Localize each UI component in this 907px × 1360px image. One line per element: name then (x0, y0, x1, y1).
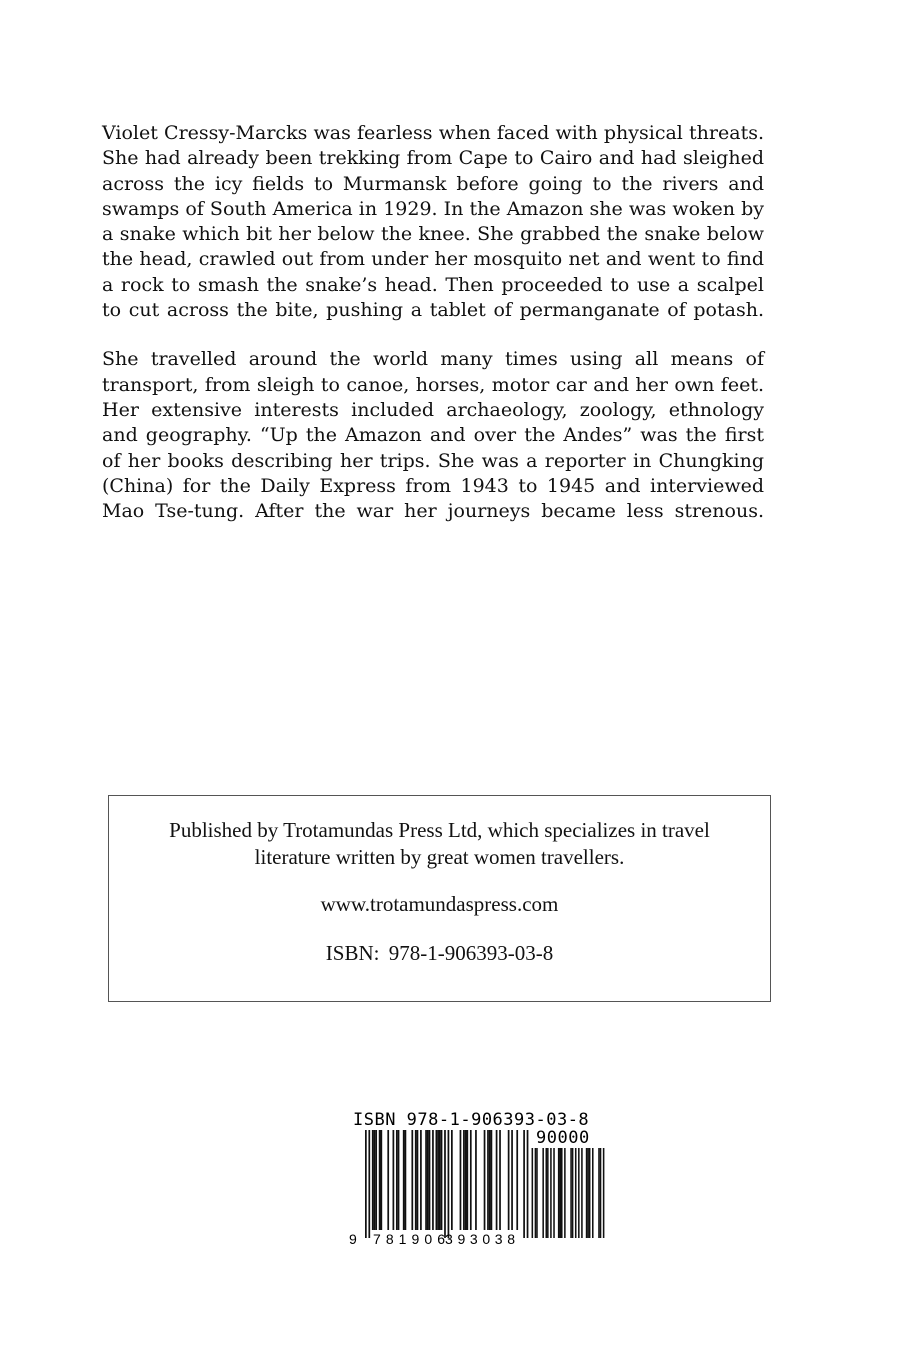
publisher-website: www.trotamundaspress.com (320, 892, 559, 916)
barcode-bar (437, 1130, 439, 1230)
barcode-bar (463, 1130, 465, 1230)
addon-bar (547, 1148, 549, 1238)
barcode-bar (405, 1130, 407, 1230)
barcode-bar (374, 1130, 376, 1230)
barcode-bar (393, 1130, 395, 1230)
barcode-bar (417, 1130, 419, 1230)
barcode-left-digits: 781906 (373, 1231, 445, 1247)
addon-bar (559, 1148, 561, 1238)
addon-bar (586, 1148, 588, 1238)
addon-bar (550, 1148, 552, 1238)
barcode-bar (475, 1130, 477, 1230)
barcode-bar (398, 1130, 400, 1230)
ean-addon-bars (532, 1148, 605, 1238)
addon-bar (561, 1148, 563, 1238)
barcode-bar (511, 1130, 513, 1230)
addon-bar (542, 1148, 544, 1238)
barcode-bar (439, 1130, 441, 1230)
barcode-bar (380, 1130, 382, 1230)
barcode-bar (527, 1130, 529, 1238)
barcode-bar (372, 1130, 374, 1230)
barcode-bar (379, 1130, 381, 1230)
addon-bar (572, 1148, 574, 1238)
barcode-bar (429, 1130, 431, 1230)
barcode-bar (375, 1130, 377, 1230)
barcode-bar (496, 1130, 498, 1230)
publisher-info-box (108, 795, 771, 1002)
addon-bar (598, 1148, 600, 1238)
addon-bar (600, 1148, 602, 1238)
barcode-bar (368, 1130, 370, 1238)
addon-bar (592, 1148, 594, 1238)
barcode-bar (420, 1130, 422, 1230)
barcode-bar (396, 1130, 398, 1230)
isbn-barcode (345, 1108, 613, 1248)
addon-bar (532, 1148, 534, 1238)
barcode-bar (466, 1130, 468, 1230)
barcode-bar (425, 1130, 427, 1230)
barcode-bar (444, 1130, 446, 1238)
barcode-bar (448, 1130, 450, 1238)
addon-bar (570, 1148, 572, 1238)
barcode-bar (470, 1130, 472, 1230)
addon-bar (578, 1148, 580, 1238)
barcode-bar (516, 1130, 518, 1230)
barcode-bar (432, 1130, 434, 1230)
barcode-bar (499, 1130, 501, 1230)
addon-bar (553, 1148, 555, 1238)
barcode-first-digit: 9 (349, 1231, 357, 1247)
barcode-addon-code: 90000 (536, 1128, 590, 1148)
addon-bar (603, 1148, 605, 1238)
barcode-bar (387, 1130, 389, 1230)
blurb-paragraph-1: Violet Cressy-Marcks was fearless when faced with physical threats. She had already been trekking from Cape to Cairo and had sleighed across the icy fields to Murmansk before going to the rivers and swamps of South America in 1929. In the Amazon she was woken by a snake which bit her below the knee. She grabbed the snake below the head, crawled out from under her mosquito net and went to find a rock to smash the snake’s head. Then proceeded to use a scalpel to cut across the bite, pushing a tablet of permanganate of potash. (102, 122, 764, 322)
barcode-bar (441, 1130, 443, 1230)
barcode-bar (487, 1130, 489, 1230)
barcode-bar (427, 1130, 429, 1230)
addon-bar (558, 1148, 560, 1238)
barcode-bar (460, 1130, 462, 1230)
barcode-isbn-label: ISBN 978-1-906393-03-8 (353, 1110, 590, 1130)
addon-bar (575, 1148, 577, 1238)
barcode-bar (484, 1130, 486, 1230)
barcode-bar (436, 1130, 438, 1230)
blurb-paragraph-2: She travelled around the world many times using all means of transport, from sleigh to canoe, horses, motor car and her own feet. Her extensive interests included archaeology, zoology, ethnology and geography. “Up the Amazon and over the Andes” was the first of her books describing her trips. She was a reporter in Chungking (China) for the Daily Express from 1943 to 1945 and interviewed Mao Tse-tung. After the war her journeys became less strenous. (102, 348, 764, 523)
barcode-right-digits: 393038 (445, 1231, 515, 1247)
addon-bar (536, 1148, 538, 1238)
barcode-bar (465, 1130, 467, 1230)
addon-bar (589, 1148, 591, 1238)
publisher-description: Published by Trotamundas Press Ltd, which specializes in travel literature written by great women travellers. (169, 818, 710, 869)
addon-bar (587, 1148, 589, 1238)
barcode-bar (411, 1130, 413, 1230)
barcode-bar (451, 1130, 453, 1230)
ean-main-bars (365, 1130, 528, 1238)
barcode-bar (508, 1130, 510, 1230)
barcode-graphic (345, 1108, 613, 1248)
addon-bar (564, 1148, 566, 1238)
barcode-bar (415, 1130, 417, 1230)
barcode-bar (365, 1130, 367, 1238)
back-cover-blurb (102, 121, 764, 524)
addon-bar (546, 1148, 548, 1238)
barcode-bar (489, 1130, 491, 1230)
publisher-isbn: ISBN: 978-1-906393-03-8 (325, 941, 554, 965)
barcode-bar (523, 1130, 525, 1238)
addon-bar (581, 1148, 583, 1238)
barcode-bar (491, 1130, 493, 1230)
addon-bar (535, 1148, 537, 1238)
barcode-bar (403, 1130, 405, 1230)
